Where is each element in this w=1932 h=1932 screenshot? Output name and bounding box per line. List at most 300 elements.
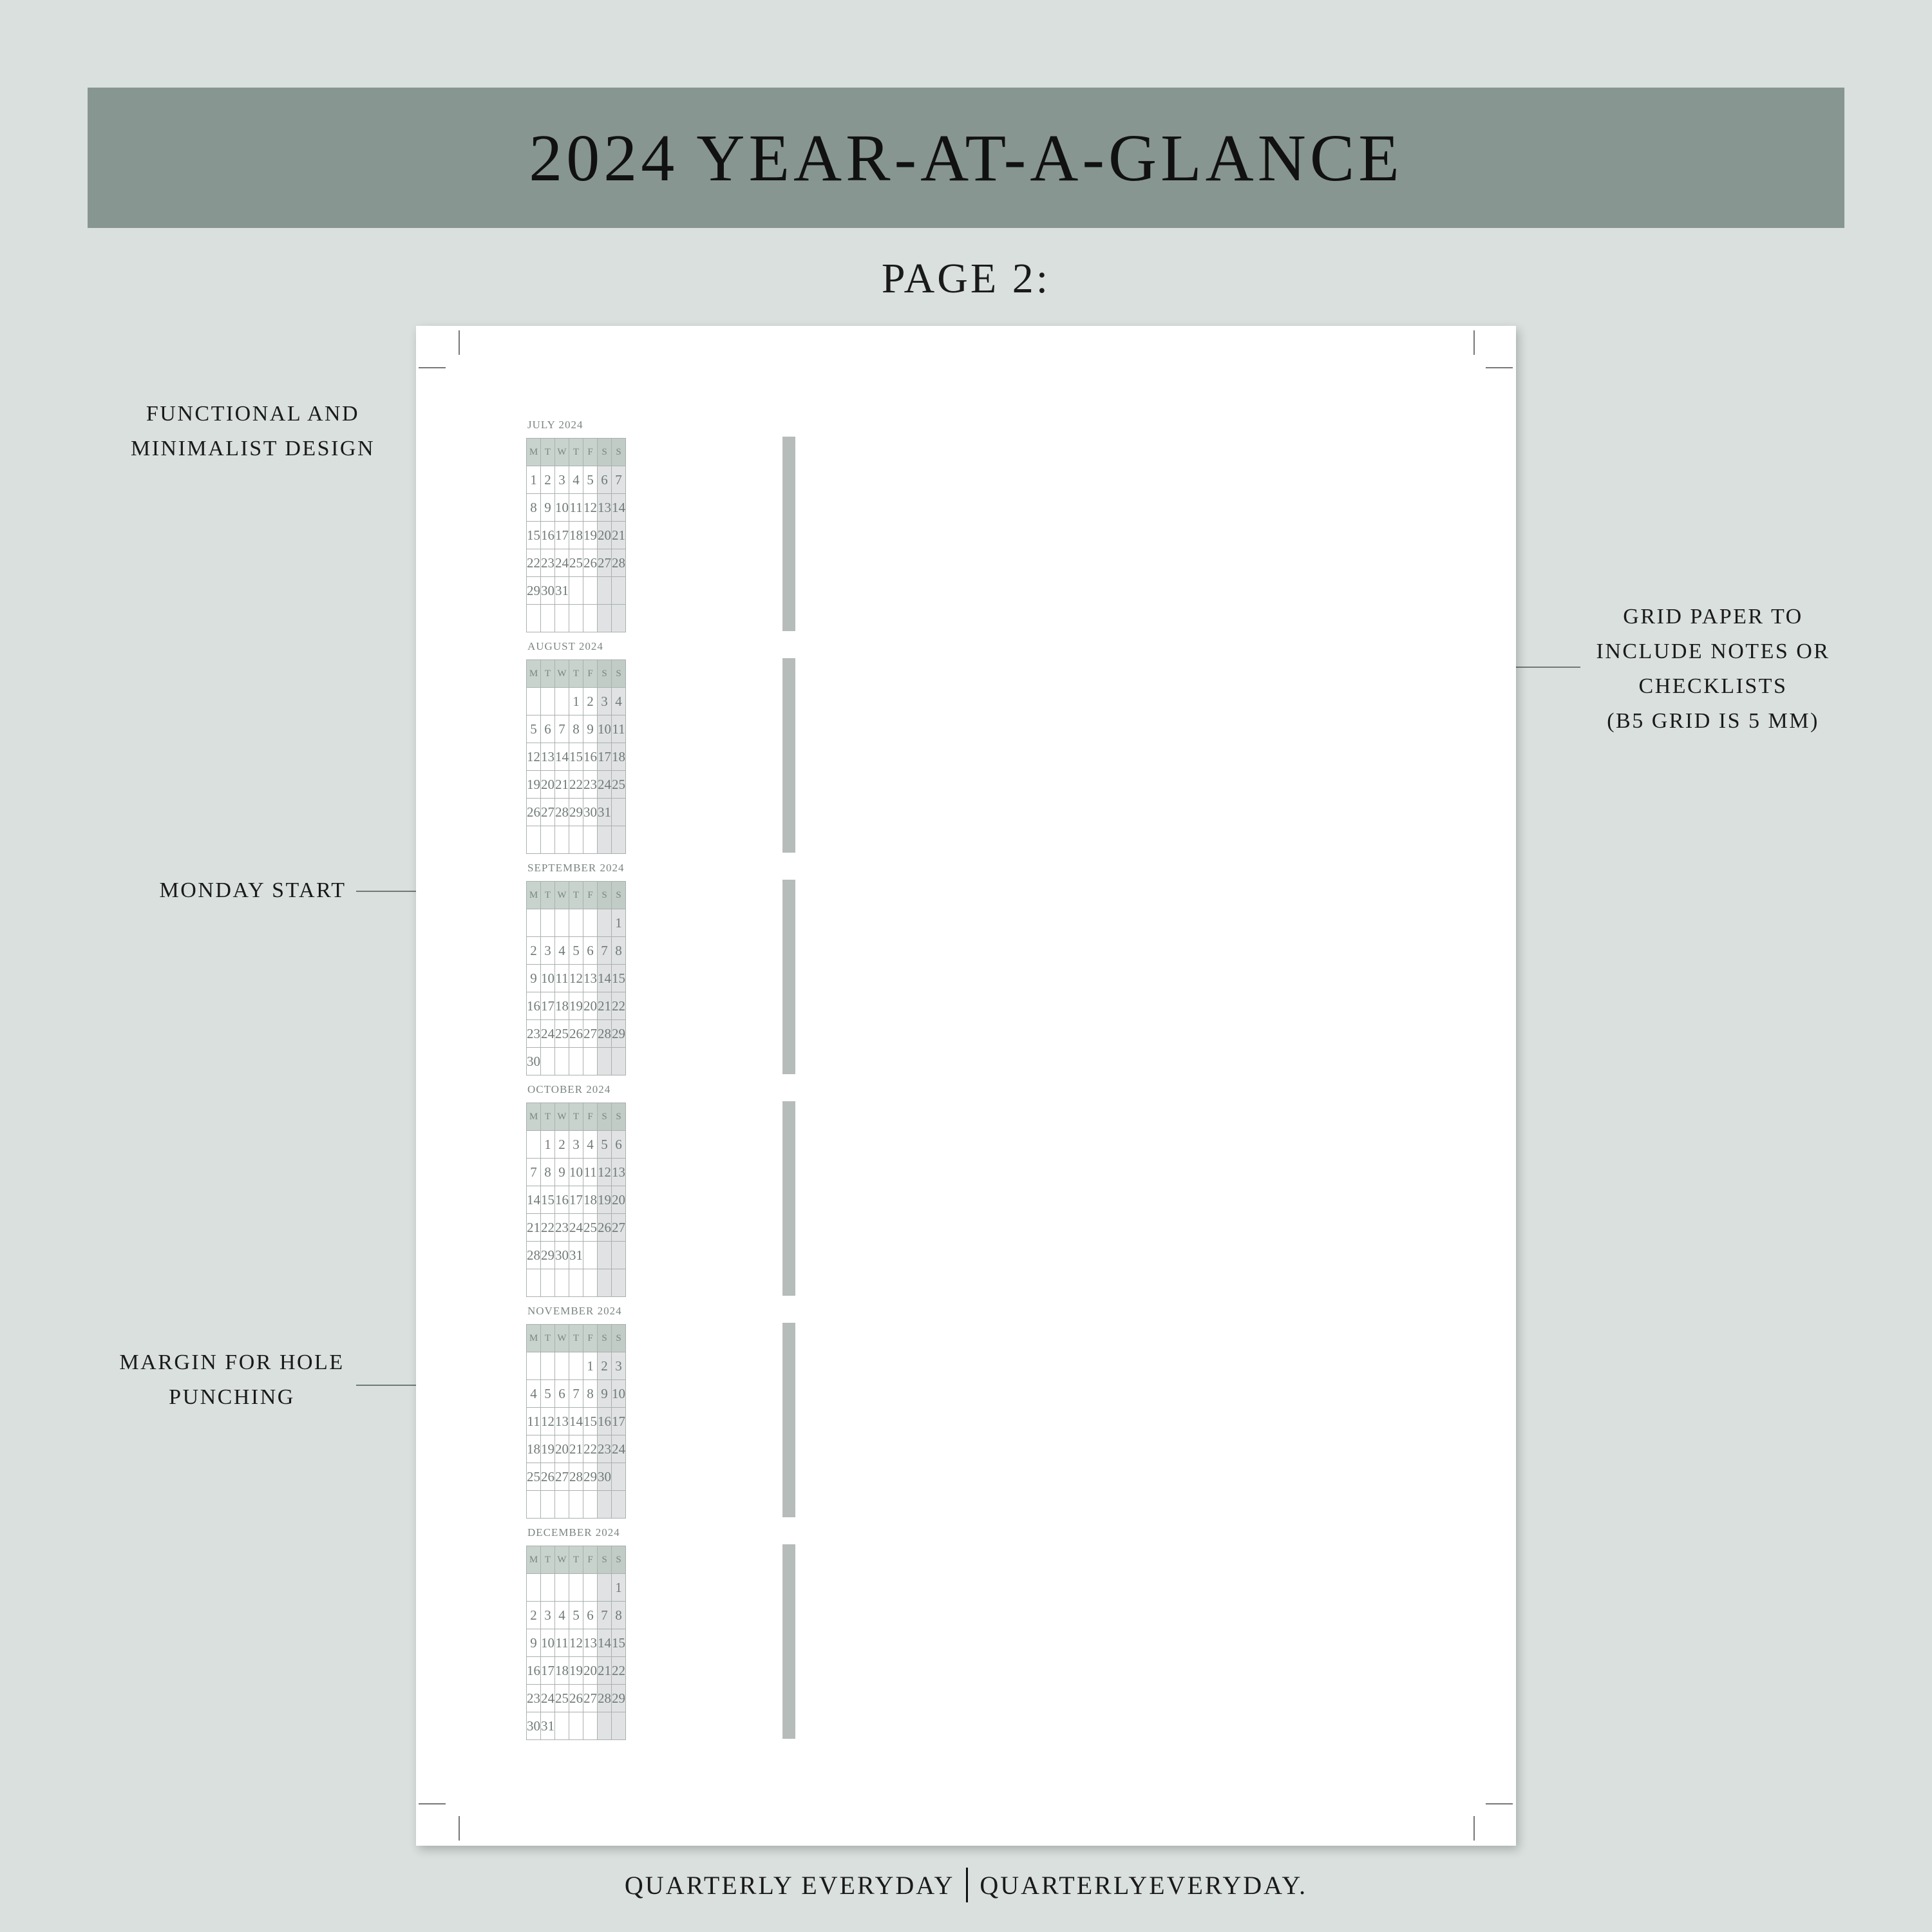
weekday-header: F <box>583 1325 598 1352</box>
day-cell: 26 <box>569 1685 583 1712</box>
day-cell: 2 <box>598 1352 612 1380</box>
weekday-header: F <box>583 1546 598 1574</box>
day-cell: 30 <box>555 1242 569 1269</box>
day-cell: 16 <box>583 743 598 771</box>
day-cell: 1 <box>583 1352 598 1380</box>
day-cell: 15 <box>527 522 541 549</box>
day-cell: 30 <box>527 1048 541 1075</box>
annotation-line: INCLUDE NOTES OR <box>1596 639 1830 663</box>
day-cell: 29 <box>541 1242 555 1269</box>
day-cell: 29 <box>612 1020 626 1048</box>
week-row <box>527 605 626 632</box>
day-cell: 17 <box>569 1186 583 1214</box>
day-cell: 17 <box>598 743 612 771</box>
empty-day-cell <box>569 577 583 605</box>
day-cell: 27 <box>612 1214 626 1242</box>
notes-grid <box>782 1101 795 1296</box>
weekday-header: M <box>527 882 541 909</box>
day-cell: 28 <box>598 1020 612 1048</box>
page-subtitle: PAGE 2: <box>881 255 1051 302</box>
day-cell: 20 <box>583 1657 598 1685</box>
week-row <box>527 743 626 771</box>
week-row <box>527 494 626 522</box>
crop-mark <box>419 367 446 368</box>
day-cell: 14 <box>598 965 612 992</box>
day-cell: 10 <box>598 715 612 743</box>
day-cell: 12 <box>541 1408 555 1435</box>
day-cell: 30 <box>527 1712 541 1740</box>
weekday-header: W <box>555 1546 569 1574</box>
empty-day-cell <box>527 1269 541 1297</box>
day-cell: 4 <box>527 1380 541 1408</box>
weekday-header: F <box>583 660 598 688</box>
day-cell: 9 <box>598 1380 612 1408</box>
weekday-header: S <box>598 439 612 466</box>
empty-day-cell <box>569 1491 583 1519</box>
empty-day-cell <box>555 1352 569 1380</box>
day-cell: 21 <box>555 771 569 799</box>
weekday-header: W <box>555 660 569 688</box>
empty-day-cell <box>598 1491 612 1519</box>
notes-grid <box>782 437 795 631</box>
empty-day-cell <box>569 1048 583 1075</box>
day-cell: 29 <box>569 799 583 826</box>
week-row <box>527 1629 626 1657</box>
day-cell: 13 <box>598 494 612 522</box>
day-cell: 27 <box>541 799 555 826</box>
empty-day-cell <box>598 1574 612 1602</box>
day-cell: 29 <box>612 1685 626 1712</box>
day-cell: 25 <box>527 1463 541 1491</box>
empty-day-cell <box>598 605 612 632</box>
week-row <box>527 909 626 937</box>
weekday-header: S <box>612 439 626 466</box>
annotation-line: FUNCTIONAL AND <box>146 402 360 426</box>
week-row <box>527 1408 626 1435</box>
day-cell: 15 <box>569 743 583 771</box>
annotation-design <box>116 397 390 466</box>
day-cell: 12 <box>569 1629 583 1657</box>
week-row <box>527 937 626 965</box>
empty-day-cell <box>569 826 583 854</box>
day-cell: 13 <box>555 1408 569 1435</box>
week-row <box>527 799 626 826</box>
empty-day-cell <box>555 688 569 715</box>
annotation-grid-paper <box>1571 600 1855 739</box>
empty-day-cell <box>527 1574 541 1602</box>
month-label: SEPTEMBER 2024 <box>527 862 625 874</box>
weekday-header: S <box>612 882 626 909</box>
empty-day-cell <box>527 688 541 715</box>
day-cell: 3 <box>541 937 555 965</box>
notes-grid <box>782 658 795 853</box>
day-cell: 28 <box>598 1685 612 1712</box>
day-cell: 8 <box>527 494 541 522</box>
day-cell: 10 <box>612 1380 626 1408</box>
annotation-margin <box>90 1345 374 1415</box>
week-row <box>527 688 626 715</box>
empty-day-cell <box>612 1491 626 1519</box>
day-cell: 12 <box>569 965 583 992</box>
weekday-header: T <box>569 1103 583 1131</box>
annotation-line: MARGIN FOR HOLE <box>119 1350 345 1374</box>
weekday-header: W <box>555 1325 569 1352</box>
footer <box>0 1868 1932 1902</box>
empty-day-cell <box>555 1712 569 1740</box>
empty-day-cell <box>612 1269 626 1297</box>
day-cell: 11 <box>555 1629 569 1657</box>
day-cell: 11 <box>583 1159 598 1186</box>
weekday-header: T <box>541 1103 555 1131</box>
day-cell: 3 <box>598 688 612 715</box>
day-cell: 9 <box>555 1159 569 1186</box>
empty-day-cell <box>541 688 555 715</box>
day-cell: 27 <box>598 549 612 577</box>
week-row <box>527 771 626 799</box>
day-cell: 13 <box>583 1629 598 1657</box>
day-cell: 28 <box>612 549 626 577</box>
day-cell: 23 <box>541 549 555 577</box>
month-calendar <box>526 881 626 1075</box>
crop-mark <box>419 1803 446 1804</box>
empty-day-cell <box>541 1352 555 1380</box>
day-cell: 22 <box>541 1214 555 1242</box>
day-cell: 7 <box>555 715 569 743</box>
day-cell: 16 <box>527 992 541 1020</box>
day-cell: 18 <box>527 1435 541 1463</box>
day-cell: 3 <box>555 466 569 494</box>
day-cell: 3 <box>612 1352 626 1380</box>
weekday-header: T <box>541 1546 555 1574</box>
day-cell: 20 <box>541 771 555 799</box>
empty-day-cell <box>583 1242 598 1269</box>
crop-mark <box>1473 1816 1475 1841</box>
empty-day-cell <box>612 577 626 605</box>
day-cell: 14 <box>527 1186 541 1214</box>
weekday-header: M <box>527 660 541 688</box>
week-row <box>527 1352 626 1380</box>
day-cell: 10 <box>541 965 555 992</box>
weekday-header: S <box>612 1325 626 1352</box>
week-row <box>527 1186 626 1214</box>
day-cell: 6 <box>583 1602 598 1629</box>
day-cell: 4 <box>555 1602 569 1629</box>
day-cell: 10 <box>569 1159 583 1186</box>
day-cell: 23 <box>527 1685 541 1712</box>
day-cell: 14 <box>555 743 569 771</box>
day-cell: 31 <box>598 799 612 826</box>
day-cell: 5 <box>527 715 541 743</box>
day-cell: 7 <box>527 1159 541 1186</box>
month-calendar <box>526 659 626 854</box>
week-row <box>527 1657 626 1685</box>
day-cell: 15 <box>583 1408 598 1435</box>
day-cell: 6 <box>598 466 612 494</box>
day-cell: 1 <box>612 909 626 937</box>
day-cell: 22 <box>612 1657 626 1685</box>
week-row <box>527 1269 626 1297</box>
day-cell: 26 <box>569 1020 583 1048</box>
weekday-header: M <box>527 439 541 466</box>
empty-day-cell <box>583 909 598 937</box>
empty-day-cell <box>541 605 555 632</box>
day-cell: 1 <box>569 688 583 715</box>
empty-day-cell <box>583 1712 598 1740</box>
empty-day-cell <box>612 1048 626 1075</box>
weekday-header: F <box>583 1103 598 1131</box>
day-cell: 20 <box>583 992 598 1020</box>
empty-day-cell <box>527 1352 541 1380</box>
weekday-header: T <box>541 1325 555 1352</box>
day-cell: 21 <box>598 1657 612 1685</box>
weekday-header: W <box>555 882 569 909</box>
day-cell: 14 <box>612 494 626 522</box>
day-cell: 1 <box>527 466 541 494</box>
footer-divider <box>966 1868 968 1902</box>
week-row <box>527 466 626 494</box>
day-cell: 4 <box>555 937 569 965</box>
day-cell: 16 <box>527 1657 541 1685</box>
empty-day-cell <box>598 1269 612 1297</box>
day-cell: 14 <box>569 1408 583 1435</box>
day-cell: 20 <box>598 522 612 549</box>
empty-day-cell <box>527 826 541 854</box>
annotation-line: PUNCHING <box>169 1385 295 1409</box>
crop-mark <box>1473 330 1475 355</box>
day-cell: 18 <box>569 522 583 549</box>
week-row <box>527 1712 626 1740</box>
page-title: 2024 YEAR-AT-A-GLANCE <box>529 120 1403 195</box>
day-cell: 25 <box>569 549 583 577</box>
day-cell: 9 <box>541 494 555 522</box>
day-cell: 25 <box>612 771 626 799</box>
day-cell: 17 <box>541 992 555 1020</box>
week-row <box>527 826 626 854</box>
empty-day-cell <box>569 1352 583 1380</box>
day-cell: 24 <box>569 1214 583 1242</box>
weekday-header: S <box>612 1103 626 1131</box>
day-cell: 26 <box>527 799 541 826</box>
day-cell: 19 <box>583 522 598 549</box>
month-calendar <box>526 1546 626 1740</box>
empty-day-cell <box>569 605 583 632</box>
weekday-header: S <box>598 1546 612 1574</box>
weekday-header: M <box>527 1325 541 1352</box>
day-cell: 7 <box>598 1602 612 1629</box>
day-cell: 26 <box>598 1214 612 1242</box>
weekday-header: W <box>555 1103 569 1131</box>
day-cell: 22 <box>583 1435 598 1463</box>
day-cell: 6 <box>555 1380 569 1408</box>
empty-day-cell <box>583 605 598 632</box>
empty-day-cell <box>527 1131 541 1159</box>
empty-day-cell <box>612 1712 626 1740</box>
day-cell: 2 <box>527 937 541 965</box>
day-cell: 3 <box>569 1131 583 1159</box>
week-row <box>527 1491 626 1519</box>
empty-day-cell <box>612 1463 626 1491</box>
day-cell: 27 <box>583 1685 598 1712</box>
week-row <box>527 1685 626 1712</box>
day-cell: 17 <box>555 522 569 549</box>
title-banner <box>88 88 1844 228</box>
empty-day-cell <box>598 577 612 605</box>
month-calendar <box>526 438 626 632</box>
empty-day-cell <box>541 826 555 854</box>
month-calendar <box>526 1324 626 1519</box>
month-label: AUGUST 2024 <box>527 640 603 652</box>
weekday-header: S <box>598 1325 612 1352</box>
crop-mark <box>459 1816 460 1841</box>
footer-handle: QUARTERLYEVERYDAY. <box>980 1870 1308 1900</box>
weekday-header: T <box>541 882 555 909</box>
empty-day-cell <box>569 1574 583 1602</box>
empty-day-cell <box>569 1712 583 1740</box>
day-cell: 25 <box>555 1685 569 1712</box>
empty-day-cell <box>541 909 555 937</box>
week-row <box>527 1574 626 1602</box>
crop-mark <box>459 330 460 355</box>
day-cell: 19 <box>527 771 541 799</box>
week-row <box>527 965 626 992</box>
day-cell: 2 <box>555 1131 569 1159</box>
day-cell: 1 <box>541 1131 555 1159</box>
day-cell: 29 <box>527 577 541 605</box>
week-row <box>527 1020 626 1048</box>
day-cell: 8 <box>583 1380 598 1408</box>
day-cell: 6 <box>541 715 555 743</box>
week-row <box>527 1602 626 1629</box>
day-cell: 2 <box>527 1602 541 1629</box>
day-cell: 18 <box>612 743 626 771</box>
day-cell: 6 <box>612 1131 626 1159</box>
empty-day-cell <box>583 1491 598 1519</box>
day-cell: 21 <box>598 992 612 1020</box>
empty-day-cell <box>583 1048 598 1075</box>
empty-day-cell <box>583 1269 598 1297</box>
annotation-line: CHECKLISTS <box>1638 674 1788 698</box>
empty-day-cell <box>555 605 569 632</box>
empty-day-cell <box>598 1048 612 1075</box>
weekday-header: W <box>555 439 569 466</box>
empty-day-cell <box>598 1242 612 1269</box>
month-label: JULY 2024 <box>527 419 583 431</box>
day-cell: 26 <box>583 549 598 577</box>
day-cell: 8 <box>612 937 626 965</box>
empty-day-cell <box>598 909 612 937</box>
weekday-header: M <box>527 1103 541 1131</box>
empty-day-cell <box>583 1574 598 1602</box>
day-cell: 11 <box>527 1408 541 1435</box>
empty-day-cell <box>569 909 583 937</box>
weekday-header: M <box>527 1546 541 1574</box>
day-cell: 24 <box>612 1435 626 1463</box>
week-row <box>527 577 626 605</box>
empty-day-cell <box>569 1269 583 1297</box>
day-cell: 25 <box>583 1214 598 1242</box>
week-row <box>527 1214 626 1242</box>
week-row <box>527 1131 626 1159</box>
week-row <box>527 549 626 577</box>
day-cell: 18 <box>555 1657 569 1685</box>
week-row <box>527 1463 626 1491</box>
day-cell: 11 <box>555 965 569 992</box>
empty-day-cell <box>541 1574 555 1602</box>
day-cell: 31 <box>555 577 569 605</box>
empty-day-cell <box>612 605 626 632</box>
weekday-header: T <box>569 660 583 688</box>
day-cell: 21 <box>527 1214 541 1242</box>
empty-day-cell <box>598 826 612 854</box>
notes-grid <box>782 880 795 1074</box>
weekday-header: T <box>569 439 583 466</box>
day-cell: 8 <box>612 1602 626 1629</box>
day-cell: 24 <box>541 1020 555 1048</box>
day-cell: 24 <box>541 1685 555 1712</box>
weekday-header: F <box>583 439 598 466</box>
day-cell: 12 <box>583 494 598 522</box>
day-cell: 27 <box>583 1020 598 1048</box>
weekday-header: T <box>541 660 555 688</box>
day-cell: 30 <box>541 577 555 605</box>
day-cell: 5 <box>541 1380 555 1408</box>
month-calendar <box>526 1103 626 1297</box>
day-cell: 13 <box>612 1159 626 1186</box>
day-cell: 13 <box>583 965 598 992</box>
empty-day-cell <box>555 1048 569 1075</box>
day-cell: 7 <box>569 1380 583 1408</box>
week-row <box>527 1159 626 1186</box>
empty-day-cell <box>527 1491 541 1519</box>
day-cell: 19 <box>598 1186 612 1214</box>
day-cell: 9 <box>527 965 541 992</box>
weekday-header: T <box>569 1546 583 1574</box>
notes-grid <box>782 1544 795 1739</box>
weekday-header: S <box>598 660 612 688</box>
empty-day-cell <box>555 909 569 937</box>
day-cell: 15 <box>541 1186 555 1214</box>
day-cell: 6 <box>583 937 598 965</box>
day-cell: 2 <box>541 466 555 494</box>
day-cell: 20 <box>555 1435 569 1463</box>
day-cell: 12 <box>527 743 541 771</box>
empty-day-cell <box>612 799 626 826</box>
day-cell: 4 <box>612 688 626 715</box>
empty-day-cell <box>598 1712 612 1740</box>
day-cell: 17 <box>612 1408 626 1435</box>
day-cell: 31 <box>541 1712 555 1740</box>
day-cell: 30 <box>598 1463 612 1491</box>
day-cell: 16 <box>598 1408 612 1435</box>
empty-day-cell <box>541 1269 555 1297</box>
empty-day-cell <box>541 1048 555 1075</box>
day-cell: 28 <box>555 799 569 826</box>
day-cell: 21 <box>612 522 626 549</box>
day-cell: 8 <box>541 1159 555 1186</box>
day-cell: 16 <box>555 1186 569 1214</box>
day-cell: 23 <box>527 1020 541 1048</box>
empty-day-cell <box>527 909 541 937</box>
week-row <box>527 1380 626 1408</box>
footer-brand: QUARTERLY EVERYDAY <box>624 1870 955 1900</box>
month-label: NOVEMBER 2024 <box>527 1305 622 1317</box>
weekday-header: S <box>598 882 612 909</box>
day-cell: 7 <box>612 466 626 494</box>
day-cell: 5 <box>569 937 583 965</box>
day-cell: 15 <box>612 1629 626 1657</box>
day-cell: 8 <box>569 715 583 743</box>
day-cell: 14 <box>598 1629 612 1657</box>
